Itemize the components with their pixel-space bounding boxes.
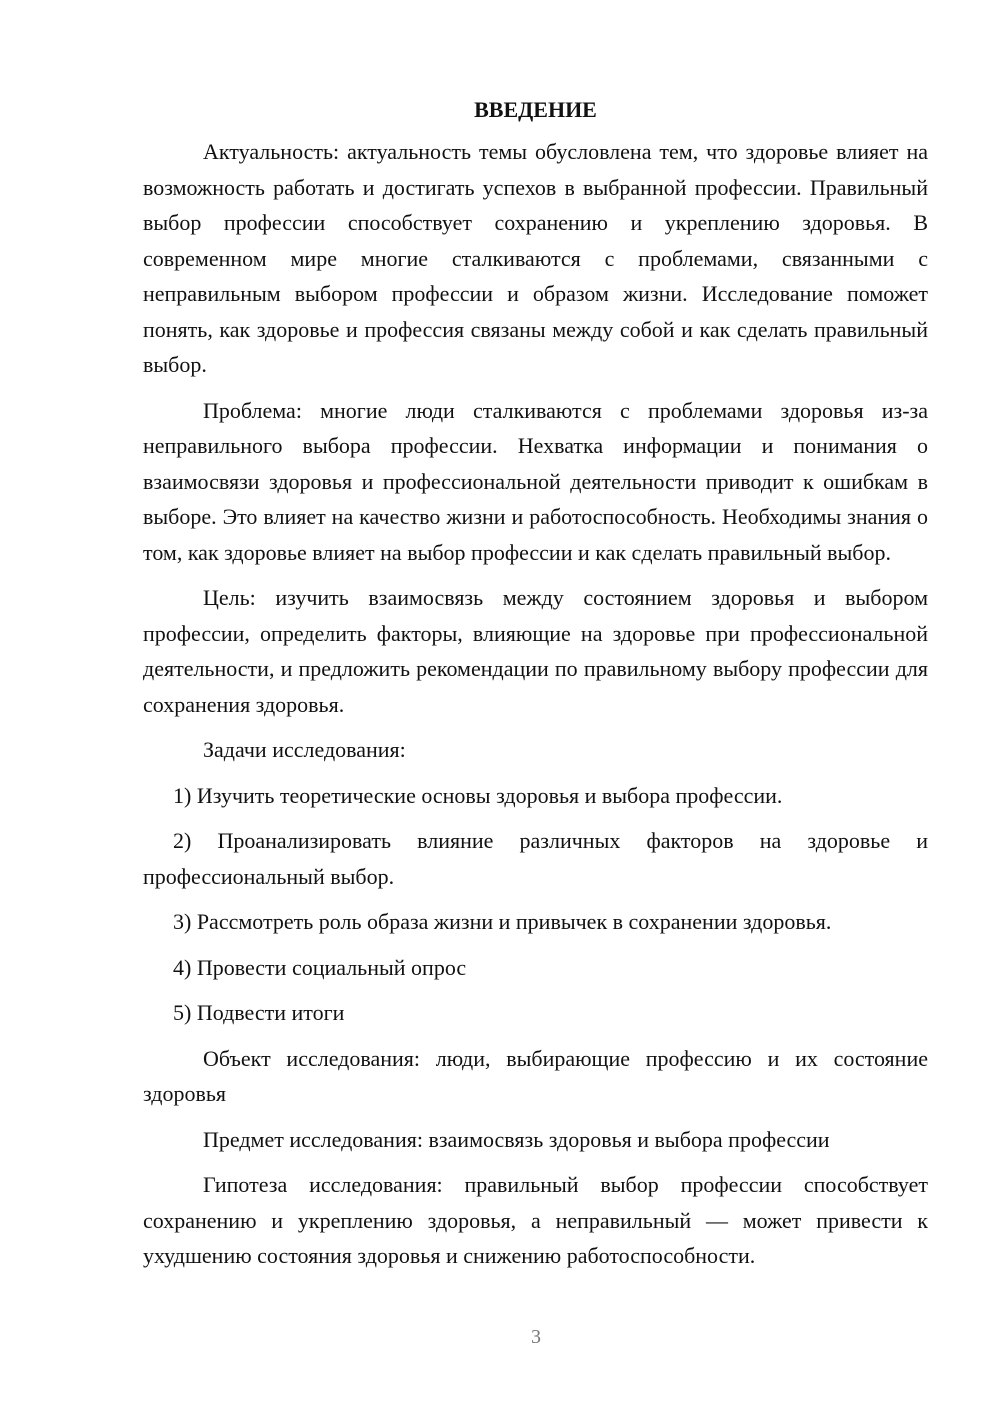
goal-paragraph: Цель: изучить взаимосвязь между состоянием здоровья и выбором профессии, определить факторы, влияющие на здоровье при профессиональной деятельности, и предложить рекомендации по правильному выбору профессии для сохранения здоровья.	[143, 585, 928, 717]
task-item-4: 4) Провести социальный опрос	[173, 954, 467, 980]
problem-paragraph: Проблема: многие люди сталкиваются с проблемами здоровья из-за неправильного выбора профессии. Нехватка информации и понимания о взаимосвязи здоровья и профессиональной деятельности приводит к ошибкам в выборе. Это влияет на качество жизни и работоспособность. Необходимы знания о том, как здоровье влияет на выбор профессии и как сделать правильный выбор.	[143, 397, 928, 565]
task-item-3: 3) Рассмотреть роль образа жизни и привычек в сохранении здоровья.	[173, 909, 832, 934]
task-item-1: 1) Изучить теоретические основы здоровья и выбора профессии.	[173, 782, 783, 808]
object-paragraph: Объект исследования: люди, выбирающие профессию и их состояние здоровья	[143, 1045, 928, 1106]
subject-paragraph: Предмет исследования: взаимосвязь здоровья и выбора профессии	[203, 1126, 830, 1152]
page-body	[143, 92, 928, 1284]
relevance-paragraph: Актуальность: актуальность темы обусловлена тем, что здоровье влияет на возможность работать и достигать успехов в выбранной профессии. Правильный выбор профессии способствует сохранению и укреплению здоровья. В современном мире многие сталкиваются с проблемами, связанными с неправильным выбором профессии и образом жизни. Исследование поможет понять, как здоровье и профессия связаны между собой и как сделать правильный выбор.	[143, 139, 928, 377]
tasks-title: Задачи исследования:	[203, 737, 406, 762]
task-item-2: 2) Проанализировать влияние различных факторов на здоровье и профессиональный выбор.	[143, 828, 928, 889]
tasks-list	[143, 778, 928, 1031]
task-item-5: 5) Подвести итоги	[173, 1000, 345, 1025]
hypothesis-paragraph: Гипотеза исследования: правильный выбор профессии способствует сохранению и укреплению здоровья, а неправильный — может привести к ухудшению состояния здоровья и снижению работоспособности.	[143, 1172, 928, 1268]
page-title: ВВЕДЕНИЕ	[474, 97, 597, 122]
page-number: 3	[531, 1326, 541, 1348]
